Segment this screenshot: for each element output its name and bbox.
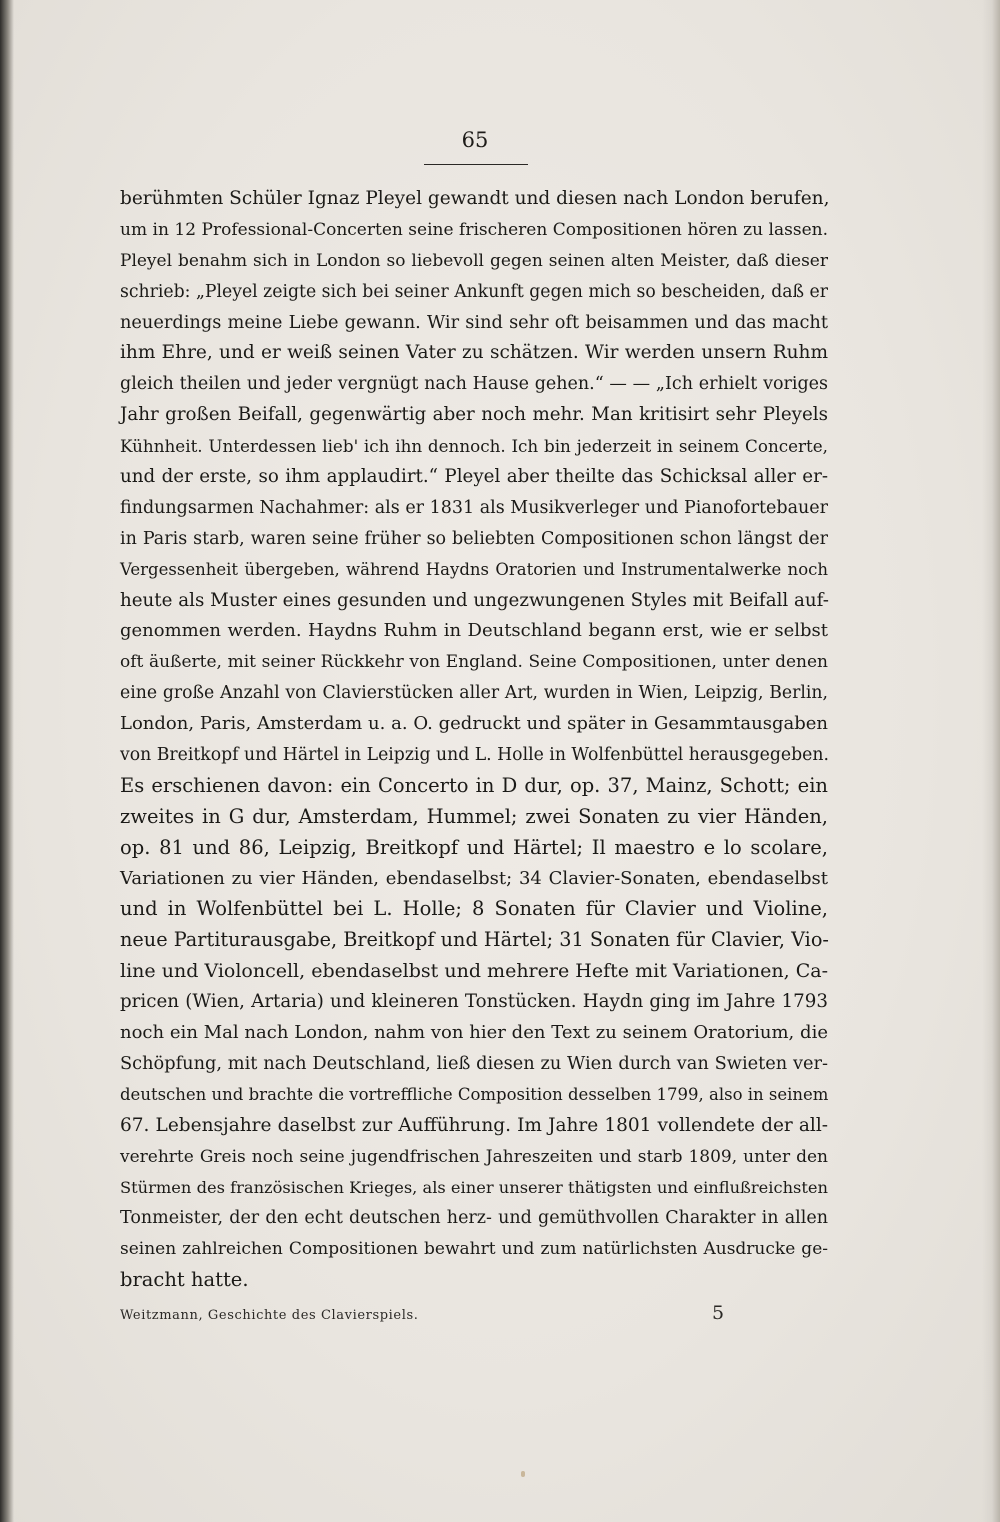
text-line: noch ein Mal nach London, nahm von hier den Text zu seinem Oratorium, die <box>120 1022 828 1044</box>
text-line: genommen werden. Haydns Ruhm in Deutschland begann erst, wie er selbst <box>120 620 828 642</box>
text-line: neuerdings meine Liebe gewann. Wir sind sehr oft beisammen und das macht <box>120 312 828 333</box>
text-line: deutschen und brachte die vortreffliche Composition desselben 1799, also in seinem <box>120 1084 829 1104</box>
text-line: in Paris starb, waren seine früher so beliebten Compositionen schon längst der <box>120 528 828 549</box>
header-rule <box>424 164 528 165</box>
text-line: pricen (Wien, Artaria) und kleineren Tonstücken. Haydn ging im Jahre 1793 <box>120 991 828 1013</box>
text-line: line und Violoncell, ebendaselbst und mehrere Hefte mit Variationen, Ca- <box>120 960 828 983</box>
text-line: ihm Ehre, und er weiß seinen Vater zu schätzen. Wir werden unsern Ruhm <box>120 342 828 364</box>
paper-speck <box>521 1471 525 1477</box>
text-line: Tonmeister, der den echt deutschen herz- und gemüthvollen Charakter in allen <box>120 1208 828 1229</box>
text-line: und der erste, so ihm applaudirt.“ Pleyel aber theilte das Schicksal aller er- <box>120 466 828 488</box>
page-number: 65 <box>461 128 489 152</box>
text-line: verehrte Greis noch seine jugendfrischen Jahreszeiten und starb 1809, unter den <box>120 1146 828 1167</box>
text-line: oft äußerte, mit seiner Rückkehr von England. Seine Compositionen, unter denen <box>120 652 828 673</box>
show-through-text <box>235 1262 795 1282</box>
text-line: schrieb: „Pleyel zeigte sich bei seiner Ankunft gegen mich so bescheiden, daß er <box>120 281 828 302</box>
text-line: Es erschienen davon: ein Concerto in D dur, op. 37, Mainz, Schott; ein <box>120 773 828 797</box>
text-line: Jahr großen Beifall, gegenwärtig aber noch mehr. Man kritisirt sehr Pleyels <box>120 404 828 426</box>
body-text <box>120 184 828 1296</box>
text-line: um in 12 Professional-Concerten seine frischeren Compositionen hören zu lassen. <box>120 219 828 240</box>
page-edge <box>982 0 1000 1522</box>
text-line: seinen zahlreichen Compositionen bewahrt und zum natürlichsten Ausdrucke ge- <box>120 1239 828 1260</box>
text-line: Schöpfung, mit nach Deutschland, ließ diesen zu Wien durch van Swieten ver- <box>120 1053 828 1074</box>
text-line: Variationen zu vier Händen, ebendaselbst; 34 Clavier-Sonaten, ebendaselbst <box>120 867 828 889</box>
text-line: eine große Anzahl von Clavierstücken aller Art, wurden in Wien, Leipzig, Berlin, <box>120 683 828 704</box>
text-line: von Breitkopf und Härtel in Leipzig und L. Holle in Wolfenbüttel herausgegeben. <box>120 745 829 766</box>
text-line: berühmten Schüler Ignaz Pleyel gewandt und diesen nach London berufen, <box>120 188 830 209</box>
text-line: Stürmen des französischen Krieges, als einer unserer thätigsten und einflußreichsten <box>120 1177 828 1197</box>
text-line: Vergessenheit übergeben, während Haydns Oratorien und Instrumentalwerke noch <box>120 559 828 579</box>
text-line: und in Wolfenbüttel bei L. Holle; 8 Sonaten für Clavier und Violine, <box>120 897 828 921</box>
text-line: zweites in G dur, Amsterdam, Hummel; zwei Sonaten zu vier Händen, <box>120 804 828 828</box>
text-line: gleich theilen und jeder vergnügt nach Hause gehen.“ — — „Ich erhielt voriges <box>120 374 828 395</box>
text-line: findungsarmen Nachahmer: als er 1831 als Musikverleger und Pianofortebauer <box>120 497 829 518</box>
text-line: 67. Lebensjahre daselbst zur Aufführung. Im Jahre 1801 vollendete der all- <box>120 1114 828 1136</box>
text-line: heute als Muster eines gesunden und ungezwungenen Styles mit Beifall auf- <box>120 589 829 611</box>
text-line: op. 81 und 86, Leipzig, Breitkopf und Härtel; Il maestro e lo scolare, <box>120 835 828 859</box>
text-line: Pleyel benahm sich in London so liebevoll gegen seinen alten Meister, daß dieser <box>120 250 828 271</box>
text-line: London, Paris, Amsterdam u. a. O. gedruckt und später in Gesammtausgaben <box>120 713 828 735</box>
binding-shadow <box>0 0 14 1522</box>
text-line-last: bracht hatte. <box>120 1268 249 1292</box>
text-line: Kühnheit. Unterdessen lieb' ich ihn dennoch. Ich bin jederzeit in seinem Concerte, <box>120 436 828 457</box>
footer-signature: Weitzmann, Geschichte des Clavierspiels. <box>120 1308 419 1323</box>
text-line: neue Partiturausgabe, Breitkopf und Härtel; 31 Sonaten für Clavier, Vio- <box>120 928 829 952</box>
sheet-number: 5 <box>712 1302 725 1324</box>
